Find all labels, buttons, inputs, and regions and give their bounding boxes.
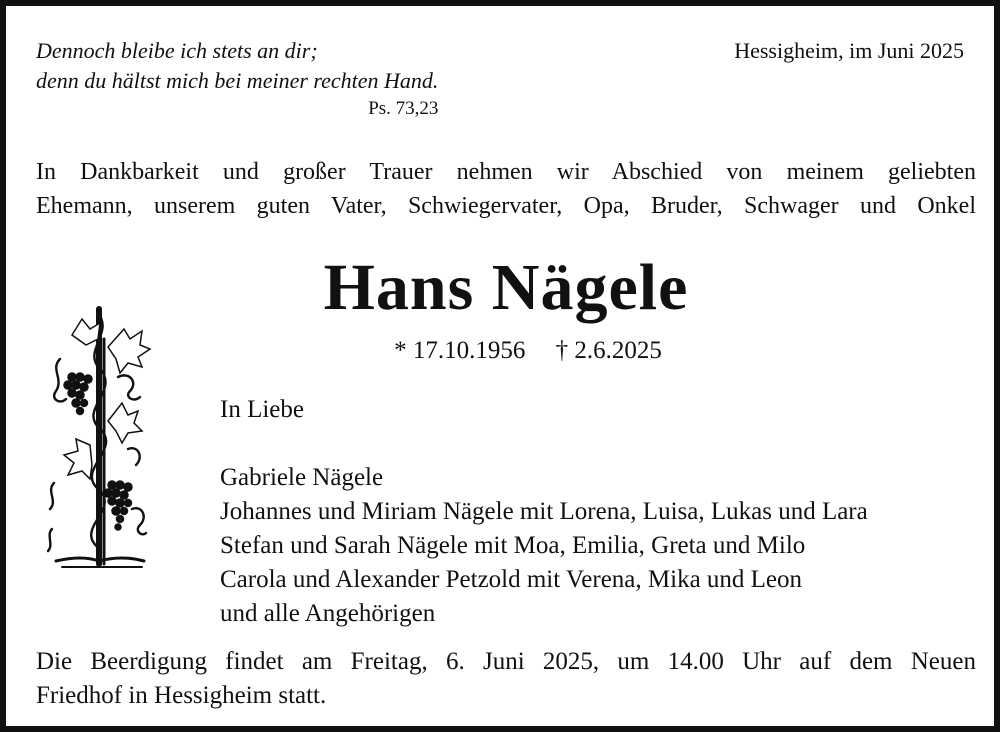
mourners-block: [220, 393, 868, 631]
verse-reference: Ps. 73,23: [368, 98, 439, 119]
greeting: In Liebe: [220, 396, 304, 423]
verse-line-1: Dennoch bleibe ich stets an dir;: [36, 38, 318, 63]
funeral-line-1: Die Beerdigung findet am Freitag, 6. Juni 2025, um 14.00 Uhr auf dem Neuen: [36, 648, 976, 675]
mourner-name: Gabriele Nägele: [220, 464, 384, 491]
funeral-info: [36, 645, 976, 713]
intro-line-1: In Dankbarkeit und großer Trauer nehmen wir Abschied von meinem geliebten: [36, 159, 976, 185]
verse-line-2: denn du hältst mich bei meiner rechten Hand.: [36, 68, 439, 93]
grapevine-icon: [42, 299, 152, 574]
place-and-date: Hessigheim, im Juni 2025: [734, 38, 964, 63]
intro-text: [36, 155, 976, 223]
deceased-name: Hans Nägele: [323, 251, 689, 324]
mourner-name: Carola und Alexander Petzold mit Verena, Mika und Leon: [220, 566, 803, 593]
death-date: † 2.6.2025: [555, 337, 662, 364]
mourner-name: Stefan und Sarah Nägele mit Moa, Emilia, Greta und Milo: [220, 532, 806, 559]
intro-line-2: Ehemann, unserem guten Vater, Schwiegervater, Opa, Bruder, Schwager und Onkel: [36, 193, 976, 219]
mourner-name: Johannes und Miriam Nägele mit Lorena, Luisa, Lukas und Lara: [220, 498, 868, 525]
funeral-line-2: Friedhof in Hessigheim statt.: [36, 682, 327, 709]
mourner-name: und alle Angehörigen: [220, 600, 436, 627]
bible-verse: [36, 36, 439, 119]
life-dates: [6, 334, 1000, 368]
birth-date: * 17.10.1956: [394, 337, 526, 364]
